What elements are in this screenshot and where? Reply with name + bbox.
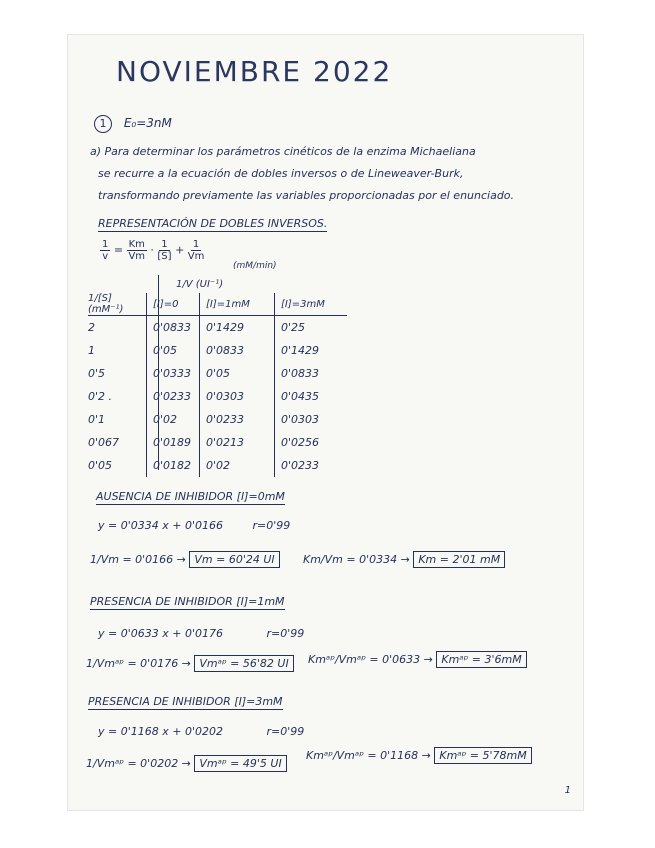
table-row: 0'2 . 0'0233 0'0303 0'0435	[88, 385, 347, 408]
table-row: 1 0'05 0'0833 0'1429	[88, 339, 347, 362]
page-number: 1	[564, 785, 571, 796]
km-box: Km = 2'01 mM	[413, 551, 505, 568]
page-title: NOVIEMBRE 2022	[116, 55, 393, 88]
km-result-inhibitor-1mm: Kmᵃᵖ/Vmᵃᵖ = 0'0633 → Kmᵃᵖ = 3'6mM	[308, 653, 527, 666]
km-result-no-inhibitor: Km/Vm = 0'0334 → Km = 2'01 mM	[303, 553, 505, 566]
km-box: Kmᵃᵖ = 3'6mM	[436, 651, 526, 668]
problem-number: 1	[94, 115, 112, 133]
km-result-inhibitor-3mm: Kmᵃᵖ/Vmᵃᵖ = 0'1168 → Kmᵃᵖ = 5'78mM	[306, 749, 532, 762]
units-note: (mM/min)	[233, 261, 277, 271]
vm-box: Vm = 60'24 UI	[189, 551, 279, 568]
lineweaver-burk-equation: $\frac{1}{v}$ = $\frac{Km}{Vm}$ · $\frac{1}{[S]}$ + $\frac{1}{Vm}$	[102, 239, 205, 262]
table-row: 0'1 0'02 0'0233 0'0303	[88, 408, 347, 431]
intro-line-2: se recurre a la ecuación de dobles inversos o de Lineweaver-Burk,	[98, 167, 464, 180]
vm-result-no-inhibitor: 1/Vm = 0'0166 → Vm = 60'24 UI	[90, 553, 280, 566]
section-heading-inhibitor-1mm: PRESENCIA DE INHIBIDOR [I]=1mM	[90, 595, 285, 608]
regression-inhibitor-1mm: y = 0'0633 x + 0'0176 r=0'99	[98, 627, 305, 640]
table-row: 0'5 0'0333 0'05 0'0833	[88, 362, 347, 385]
enzyme-concentration: E₀=3nM	[123, 116, 172, 130]
vm-box: Vmᵃᵖ = 49'5 UI	[194, 755, 286, 772]
intro-label: a)	[90, 145, 102, 158]
vm-result-inhibitor-3mm: 1/Vmᵃᵖ = 0'0202 → Vmᵃᵖ = 49'5 UI	[86, 757, 287, 770]
section-heading-no-inhibitor: AUSENCIA DE INHIBIDOR [I]=0mM	[96, 490, 285, 503]
section-heading-inhibitor-3mm: PRESENCIA DE INHIBIDOR [I]=3mM	[88, 695, 283, 708]
kinetic-data-table	[88, 293, 347, 477]
notebook-page	[68, 35, 583, 810]
table-row: 2 0'0833 0'1429 0'25	[88, 316, 347, 340]
intro-line-3: transformando previamente las variables proporcionadas por el enunciado.	[98, 189, 515, 202]
table-group-header: 1/V (UI⁻¹)	[176, 279, 224, 290]
intro-line-1: a) Para determinar los parámetros cinéticos de la enzima Michaeliana	[90, 145, 476, 158]
vm-result-inhibitor-1mm: 1/Vmᵃᵖ = 0'0176 → Vmᵃᵖ = 56'82 UI	[86, 657, 294, 670]
regression-inhibitor-3mm: y = 0'1168 x + 0'0202 r=0'99	[98, 725, 305, 738]
km-box: Kmᵃᵖ = 5'78mM	[434, 747, 531, 764]
vm-box: Vmᵃᵖ = 56'82 UI	[194, 655, 293, 672]
representation-heading: REPRESENTACIÓN DE DOBLES INVERSOS.	[98, 217, 328, 230]
regression-no-inhibitor: y = 0'0334 x + 0'0166 r=0'99	[98, 519, 291, 532]
table-row: 0'067 0'0189 0'0213 0'0256	[88, 431, 347, 454]
table-row: 0'05 0'0182 0'02 0'0233	[88, 454, 347, 477]
problem-header	[94, 115, 172, 133]
table-header-row: 1/[S] (mM⁻¹) [I]=0 [I]=1mM [I]=3mM	[88, 293, 347, 316]
